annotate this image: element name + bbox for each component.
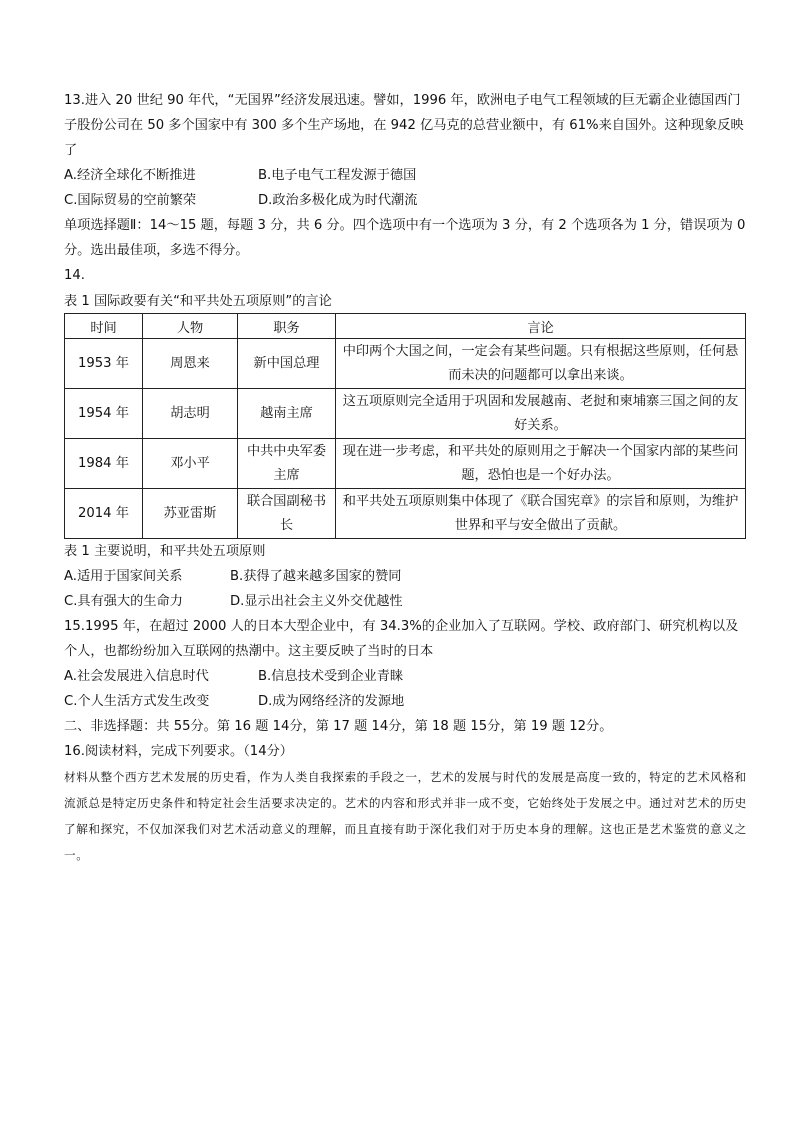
cell-time: 1984 年: [65, 439, 143, 489]
cell-role: 联合国副秘书长: [238, 489, 336, 539]
q13-option-a[interactable]: A.经济全球化不断推进: [64, 168, 196, 183]
section-2-instructions: 单项选择题Ⅱ：14～15 题，每题 3 分，共 6 分。四个选项中有一个选项为 3 分，有 2 个选项各为 1 分，错误项为 0 分。选出最佳项，多选不得分。: [64, 218, 746, 258]
q15-option-c[interactable]: C.个人生活方式发生改变: [64, 694, 210, 709]
cell-person: 胡志明: [143, 389, 238, 439]
section-3-heading: 二、非选择题：共 55分。第 16 题 14分，第 17 题 14分，第 18 题 15分，第 19 题 12分。: [64, 719, 613, 734]
cell-time: 1954 年: [65, 389, 143, 439]
quote-text: 这五项原则完全适用于巩固和发展越南、老挝和柬埔寨三国之间的友好关系。: [342, 393, 739, 433]
q15-stem: 15.1995 年，在超过 2000 人的日本大型企业中，有 34.3%的企业加入了互联网。学校、政府部门、研究机构以及个人，也都纷纷加入互联网的热潮中。这主要反映了当时的日本: [64, 619, 739, 659]
q13-option-d[interactable]: D.政治多极化成为时代潮流: [258, 193, 418, 208]
cell-role: 中共中央军委主席: [238, 439, 336, 489]
q15-option-d[interactable]: D.成为网络经济的发源地: [258, 694, 405, 709]
table-row: [65, 389, 746, 439]
quote-text: 和平共处五项原则集中体现了《联合国宪章》的宗旨和原则，为维护世界和平与安全做出了贡献。: [342, 493, 739, 533]
q14-option-d[interactable]: D.显示出社会主义外交优越性: [230, 594, 403, 609]
q14-stem: 表 1 主要说明，和平共处五项原则: [64, 544, 266, 559]
q14-options-row1: [64, 564, 748, 589]
q13-option-b[interactable]: B.电子电气工程发源于德国: [258, 168, 417, 183]
q16-material: 材料从整个西方艺术发展的历史看，作为人类自我探索的手段之一，艺术的发展与时代的发展是高度一致的，特定的艺术风格和流派总是特定历史条件和特定社会生活要求决定的。艺术的内容和形式并非一成不变，它始终处于发展之中。通过对艺术的历史了解和探究，不仅加深我们对艺术活动意义的理解，而且直接有助于深化我们对于历史本身的理解。这也正是艺术鉴赏的意义之一。: [64, 770, 747, 862]
table-1: [64, 313, 746, 539]
cell-quote: [336, 389, 746, 439]
q15-option-b[interactable]: B.信息技术受到企业青睐: [258, 669, 404, 684]
q13-options-row1: [64, 163, 748, 188]
q13-options-row2: [64, 188, 748, 213]
cell-quote: [336, 489, 746, 539]
q15-options-row2: [64, 689, 748, 714]
cell-time: 1953 年: [65, 339, 143, 389]
cell-time: 2014 年: [65, 489, 143, 539]
q15-options-row1: [64, 664, 748, 689]
table-header-row: [65, 314, 746, 339]
q14-number: 14.: [64, 268, 85, 283]
table-row: [65, 339, 746, 389]
quote-text: 现在进一步考虑，和平共处的原则用之于解决一个国家内部的某些问题，恐怕也是一个好办法。: [342, 443, 739, 483]
cell-quote: [336, 339, 746, 389]
header-time: 时间: [65, 314, 143, 339]
cell-role: 新中国总理: [238, 339, 336, 389]
q16-stem: 16.阅读材料，完成下列要求。（14分）: [64, 744, 293, 759]
cell-person: 邓小平: [143, 439, 238, 489]
table-row: [65, 489, 746, 539]
q13-stem: 13.进入 20 世纪 90 年代，“无国界”经济发展迅速。譬如，1996 年，欧洲电子电气工程领域的巨无霸企业德国西门子股份公司在 50 多个国家中有 300 多个生产场地，在 942 亿马克的总营业额中，有 61%来自国外。这种现象反映了: [64, 93, 744, 158]
q14-option-a[interactable]: A.适用于国家间关系: [64, 569, 183, 584]
exam-page: [64, 88, 748, 868]
q14-options-row2: [64, 589, 748, 614]
table-row: [65, 439, 746, 489]
quote-text: 中印两个大国之间，一定会有某些问题。只有根据这些原则，任何悬而未决的问题都可以拿出来谈。: [342, 343, 739, 383]
cell-quote: [336, 439, 746, 489]
q14-option-c[interactable]: C.具有强大的生命力: [64, 594, 183, 609]
cell-role: 越南主席: [238, 389, 336, 439]
q15-option-a[interactable]: A.社会发展进入信息时代: [64, 669, 209, 684]
table-1-title: 表 1 国际政要有关“和平共处五项原则”的言论: [64, 294, 332, 309]
cell-person: 周恩来: [143, 339, 238, 389]
header-person: 人物: [143, 314, 238, 339]
header-quote: 言论: [336, 314, 746, 339]
cell-person: 苏亚雷斯: [143, 489, 238, 539]
q13-option-c[interactable]: C.国际贸易的空前繁荣: [64, 193, 197, 208]
q14-option-b[interactable]: B.获得了越来越多国家的赞同: [230, 569, 402, 584]
header-role: 职务: [238, 314, 336, 339]
